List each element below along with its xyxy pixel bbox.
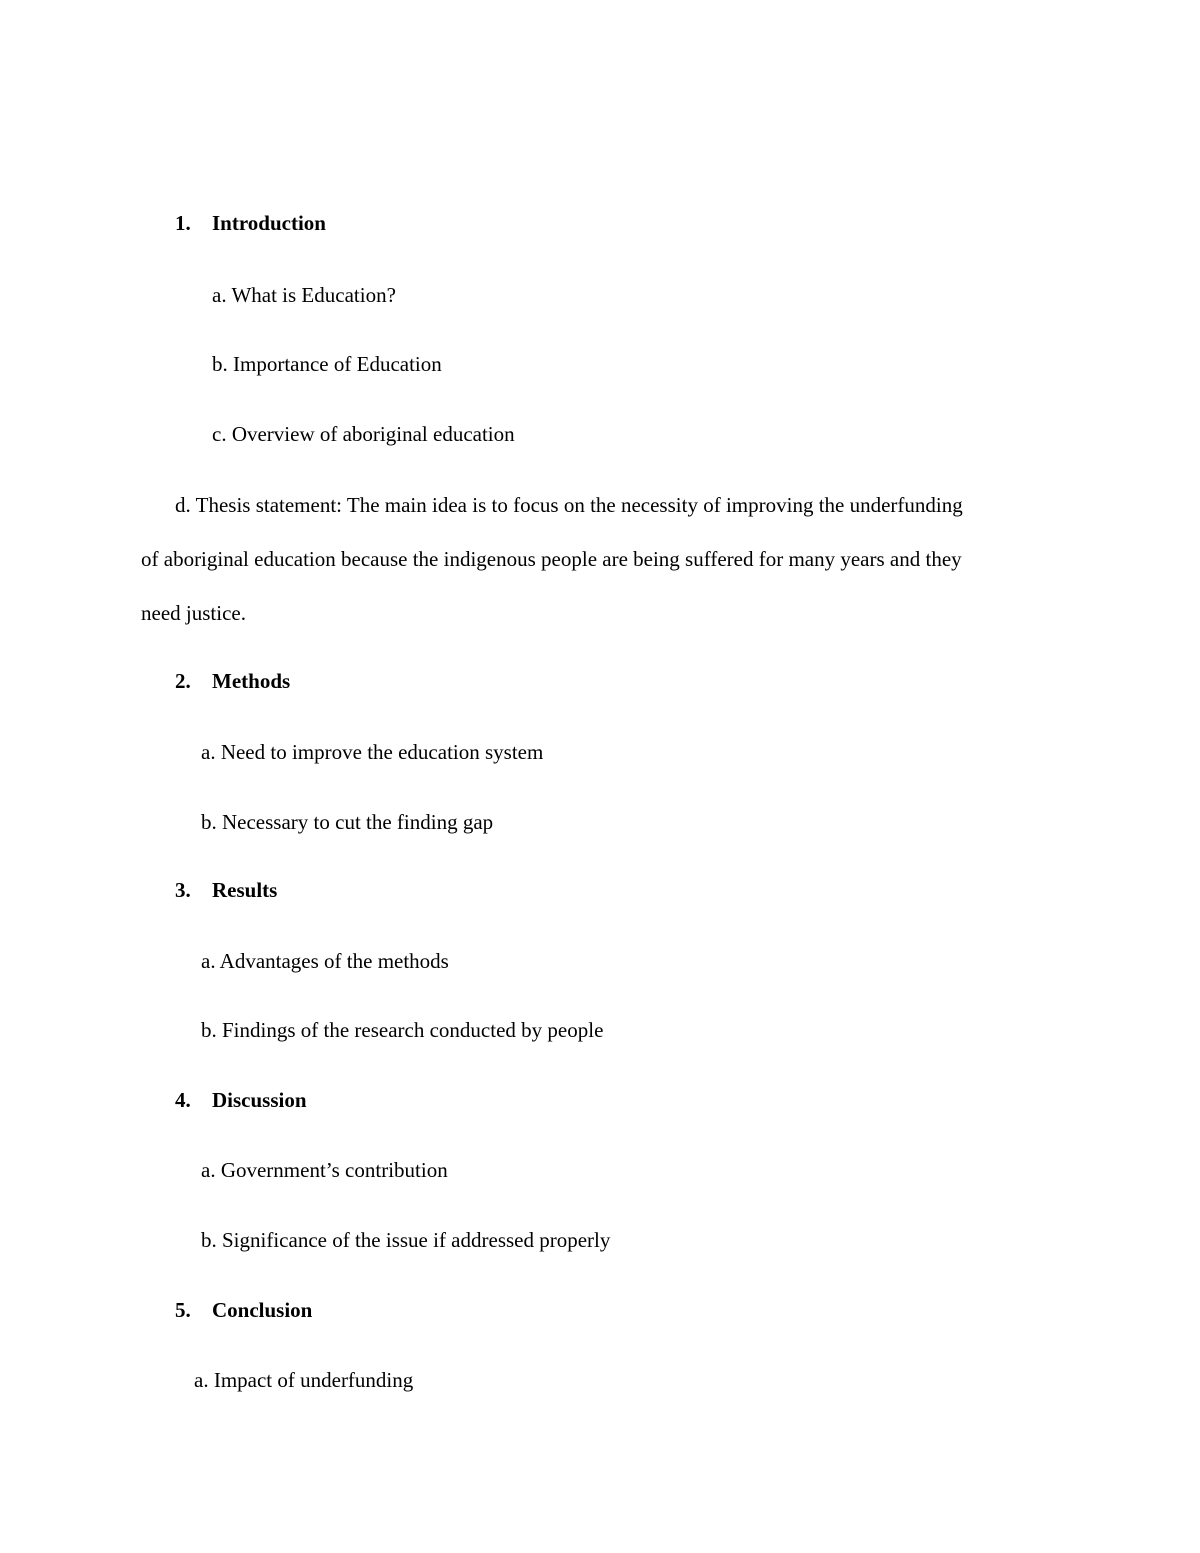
outline-item: a. Government’s contribution [201, 1158, 448, 1182]
outline-item: b. Importance of Education [212, 352, 442, 376]
outline-item: b. Findings of the research conducted by people [201, 1018, 604, 1042]
section-heading-introduction [175, 213, 326, 234]
section-number: 3. [175, 878, 191, 902]
thesis-line: d. Thesis statement: The main idea is to focus on the necessity of improving the underfunding [175, 493, 963, 517]
section-title: Results [212, 878, 278, 902]
outline-item: a. What is Education? [212, 283, 396, 307]
section-number: 4. [175, 1088, 191, 1112]
thesis-line: of aboriginal education because the indigenous people are being suffered for many years and they [141, 547, 962, 571]
section-title: Conclusion [212, 1298, 313, 1322]
outline-item: a. Impact of underfunding [194, 1368, 414, 1392]
section-heading-methods [175, 671, 290, 692]
thesis-paragraph [141, 478, 1066, 640]
outline-item: a. Advantages of the methods [201, 949, 449, 973]
section-number: 2. [175, 669, 191, 693]
outline-item: c. Overview of aboriginal education [212, 422, 515, 446]
outline-item: b. Significance of the issue if addressed properly [201, 1228, 611, 1252]
section-heading-results [175, 880, 277, 901]
section-number: 5. [175, 1298, 191, 1322]
section-heading-discussion [175, 1090, 307, 1111]
thesis-line: need justice. [141, 601, 246, 625]
section-number: 1. [175, 211, 191, 235]
section-heading-conclusion [175, 1300, 312, 1321]
outline-item: a. Need to improve the education system [201, 740, 544, 764]
section-title: Discussion [212, 1088, 307, 1112]
section-title: Methods [212, 669, 291, 693]
outline-item: b. Necessary to cut the finding gap [201, 810, 494, 834]
section-title: Introduction [212, 211, 326, 235]
